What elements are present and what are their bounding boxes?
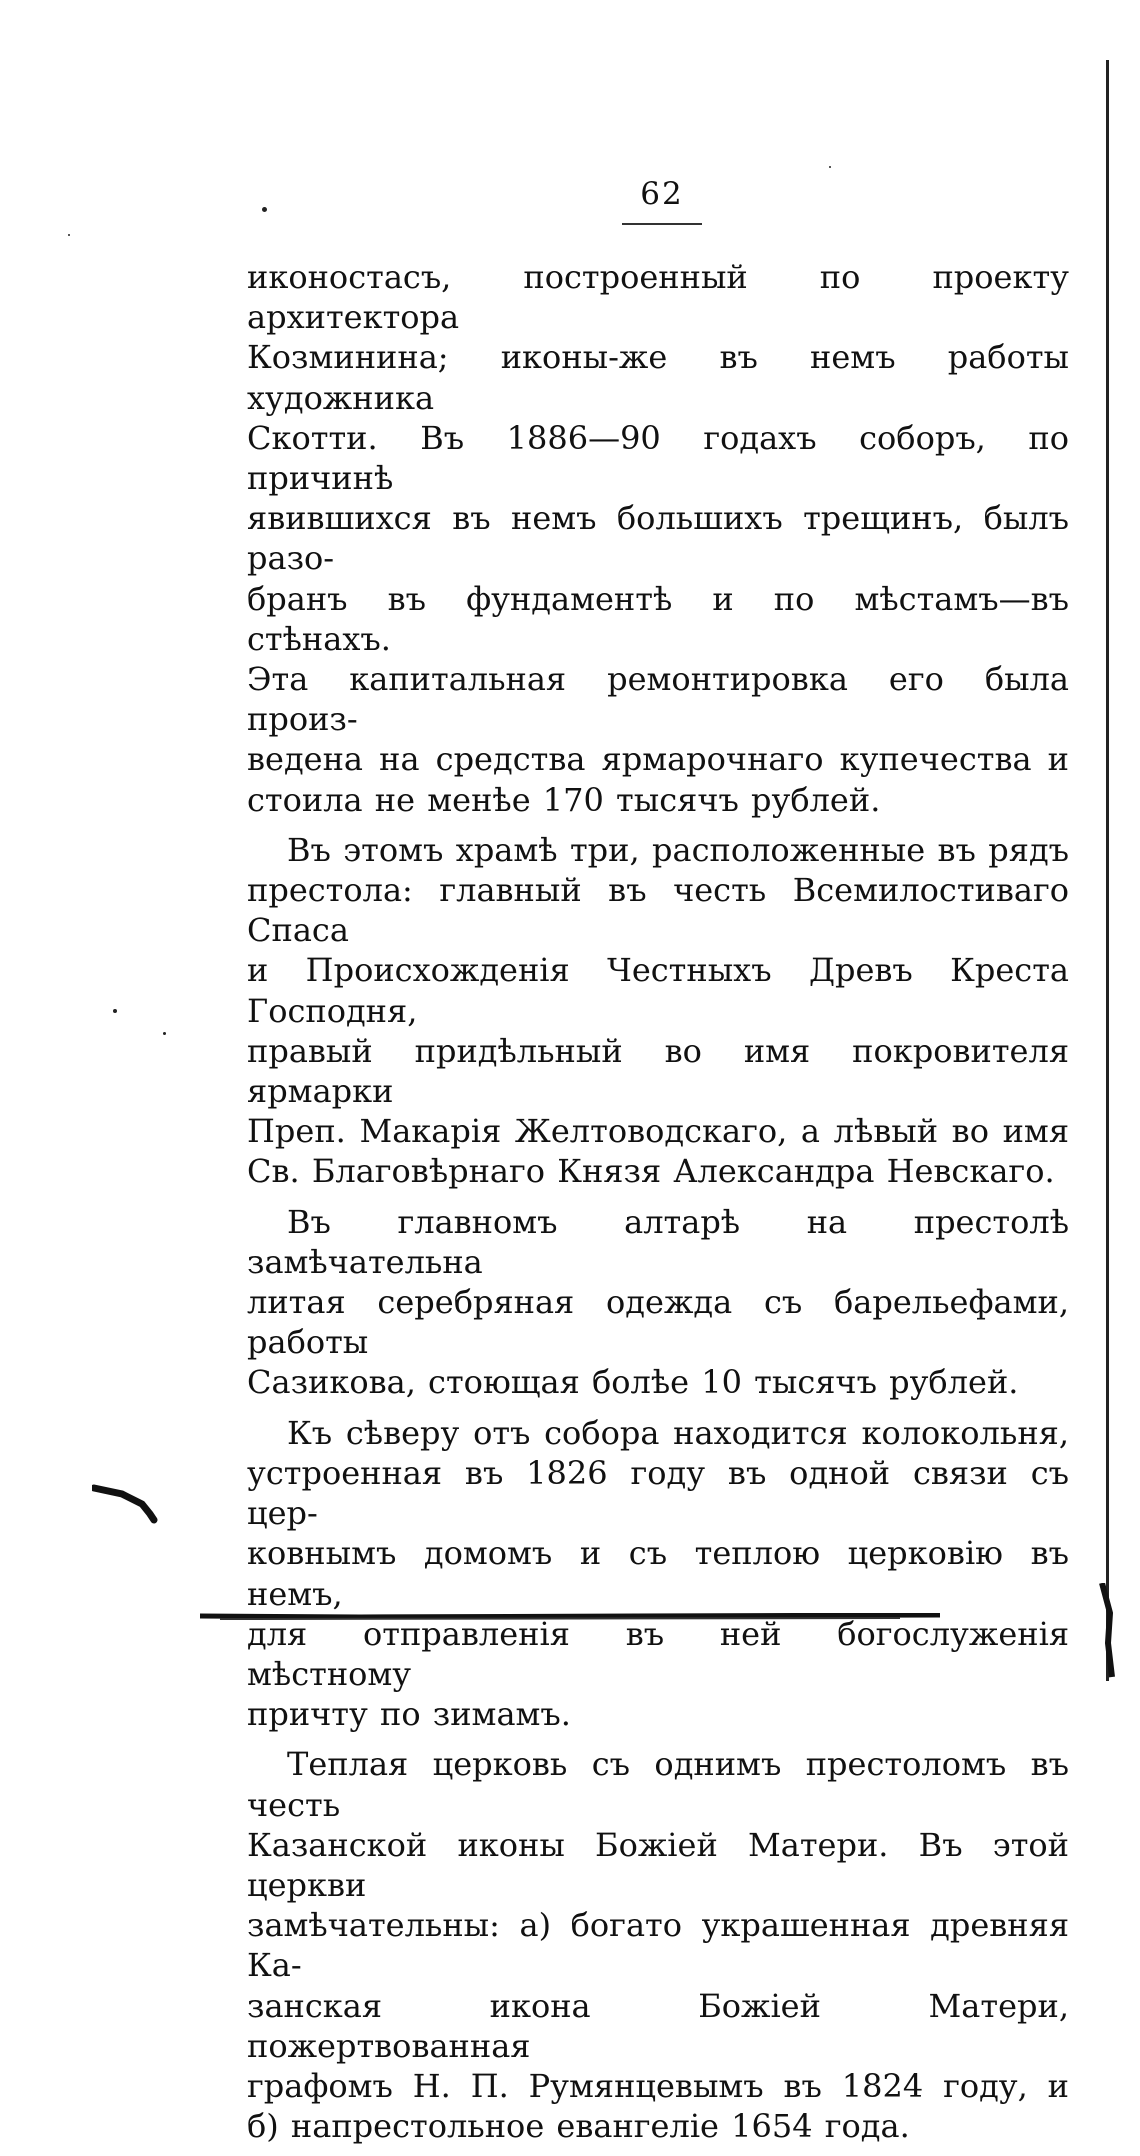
paragraph — [247, 830, 1069, 1192]
text-line: правый придѣльный во имя покровителя ярмарки — [247, 1031, 1069, 1111]
margin-speck — [68, 234, 70, 236]
body-text — [247, 257, 1069, 2156]
text-line: бранъ въ фундаментѣ и по мѣстамъ—въ стѣнахъ. — [247, 579, 1069, 658]
text-line: б) напрестольное евангеліе 1654 года. — [247, 2107, 910, 2146]
margin-speck — [113, 1009, 117, 1013]
text-line: причту по зимамъ. — [247, 1695, 571, 1734]
text-line: иконостасъ, построенный по проекту архитектора — [247, 258, 1069, 337]
text-line: Св. Благовѣрнаго Князя Александра Невскаго. — [247, 1152, 1055, 1191]
text-line: Сазикова, стоющая болѣе 10 тысячъ рублей. — [247, 1363, 1019, 1402]
page-edge-mark — [1098, 1583, 1116, 1678]
text-line: занская икона Божіей Матери, пожертвованная — [247, 1986, 1069, 2065]
text-line: Преп. Макарія Желтоводскаго, а лѣвый во имя — [247, 1112, 1069, 1151]
margin-speck — [829, 166, 831, 168]
paragraph — [247, 1744, 1069, 2146]
text-line: и Происхожденія Честныхъ Древъ Креста Господня, — [247, 951, 1069, 1030]
ink-mark — [92, 1484, 162, 1524]
text-line: литая серебряная одежда съ барельефами, работы — [247, 1283, 1069, 1362]
text-line: ведена на средства ярмарочнаго купечества и — [247, 740, 1069, 779]
text-line: Скотти. Въ 1886—90 годахъ соборъ, по причинѣ — [247, 418, 1069, 498]
text-line: Въ этомъ храмѣ три, расположенные въ рядъ — [287, 830, 1069, 869]
text-line: устроенная въ 1826 году въ одной связи съ цер- — [247, 1453, 1069, 1533]
text-line: графомъ Н. П. Румянцевымъ въ 1824 году, и — [247, 2066, 1069, 2105]
text-line: Козминина; иконы-же въ немъ работы художника — [247, 338, 1069, 417]
page-number-rule — [622, 223, 702, 225]
text-line: для отправленія въ ней богослуженія мѣстному — [247, 1614, 1069, 1693]
margin-speck — [262, 207, 267, 212]
text-line: Къ сѣверу отъ собора находится колокольня, — [287, 1413, 1069, 1452]
margin-speck — [163, 1032, 166, 1035]
text-line: Теплая церковь съ однимъ престоломъ въ честь — [247, 1745, 1069, 1824]
text-line: ковнымъ домомъ и съ теплою церковію въ немъ, — [247, 1534, 1069, 1613]
paragraph — [247, 1413, 1069, 1735]
page-number: 62 — [640, 176, 684, 212]
text-line: замѣчательны: а) богато украшенная древняя Ка- — [247, 1906, 1069, 1985]
text-line: Эта капитальная ремонтировка его была произ- — [247, 660, 1069, 739]
text-line: Казанской иконы Божіей Матери. Въ этой церкви — [247, 1825, 1069, 1904]
page-edge — [1106, 60, 1109, 1681]
text-line: стоила не менѣе 170 тысячъ рублей. — [247, 780, 881, 819]
text-line: Въ главномъ алтарѣ на престолѣ замѣчательна — [247, 1202, 1069, 1281]
bottom-rule — [200, 1613, 950, 1622]
text-line: явившихся въ немъ большихъ трещинъ, былъ разо- — [247, 499, 1069, 578]
text-line: престола: главный въ честь Всемилостиваго Спаса — [247, 871, 1069, 950]
paragraph — [247, 257, 1069, 820]
paragraph — [247, 1202, 1069, 1403]
